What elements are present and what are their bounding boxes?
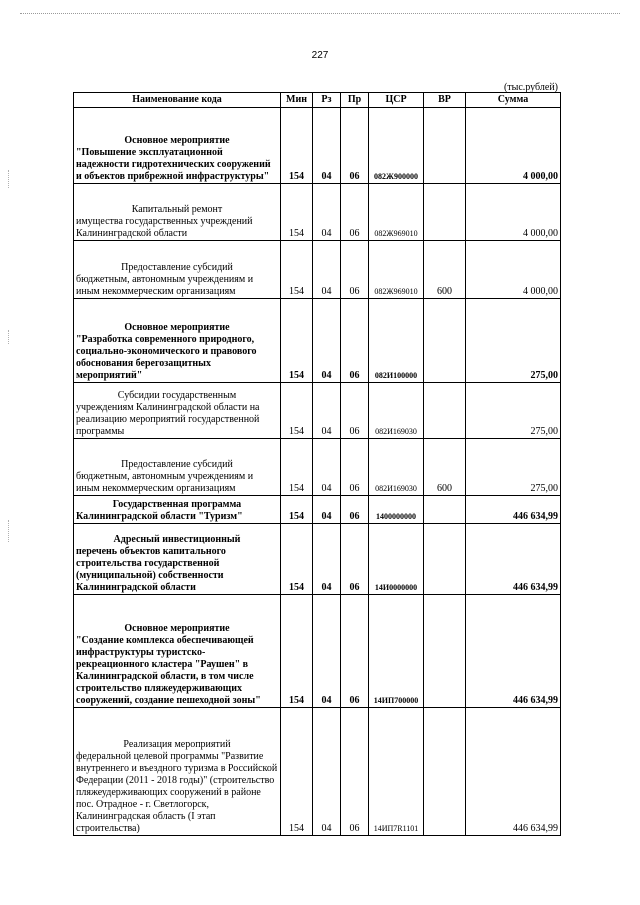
table-row — [74, 496, 561, 524]
row-title: Основное мероприятие — [124, 623, 230, 634]
row-name-cell — [74, 595, 281, 708]
row-min: 154 — [281, 439, 313, 496]
row-pr: 06 — [341, 524, 369, 595]
row-vr — [424, 108, 466, 184]
row-name-cell — [74, 383, 281, 439]
header-min: Мин — [281, 93, 313, 108]
row-sum: 446 634,99 — [466, 708, 561, 836]
top-dotted-rule — [20, 13, 620, 14]
row-name: "Повышение эксплуатационной надежности гидротехнических сооружений и объектов прибрежной инфраструктуры" — [76, 147, 271, 182]
row-csr: 14ИП700000 — [369, 595, 424, 708]
row-csr: 082И169030 — [369, 383, 424, 439]
row-rz: 04 — [313, 595, 341, 708]
row-csr: 082И100000 — [369, 299, 424, 383]
row-name-cell — [74, 439, 281, 496]
left-margin-mark — [8, 520, 9, 542]
left-margin-mark — [8, 170, 9, 188]
row-title: Основное мероприятие — [124, 322, 230, 333]
row-min: 154 — [281, 241, 313, 299]
row-name-cell — [74, 241, 281, 299]
row-min: 154 — [281, 708, 313, 836]
row-title: Капитальный ремонт — [131, 204, 223, 215]
table-row — [74, 184, 561, 241]
row-rz: 04 — [313, 241, 341, 299]
row-pr: 06 — [341, 496, 369, 524]
table-row — [74, 299, 561, 383]
row-vr — [424, 383, 466, 439]
row-name: бюджетным, автономным учреждениям и иным некоммерческим организациям — [76, 274, 254, 297]
header-vr: ВР — [424, 93, 466, 108]
row-vr: 600 — [424, 439, 466, 496]
row-csr: 1400000000 — [369, 496, 424, 524]
row-csr: 14ИП7R1101 — [369, 708, 424, 836]
budget-table — [73, 92, 561, 836]
row-name-cell — [74, 184, 281, 241]
units-label: (тыс.рублей) — [503, 82, 558, 93]
row-title: Адресный инвестиционный — [113, 534, 241, 545]
row-rz: 04 — [313, 299, 341, 383]
row-min: 154 — [281, 108, 313, 184]
page-number: 227 — [311, 50, 329, 61]
row-vr — [424, 595, 466, 708]
table-row — [74, 524, 561, 595]
row-name: учреждениям Калининградской области на реализацию мероприятий государственной программы — [76, 402, 260, 437]
row-sum: 275,00 — [466, 299, 561, 383]
row-sum: 446 634,99 — [466, 496, 561, 524]
row-vr — [424, 496, 466, 524]
header-csr: ЦСР — [369, 93, 424, 108]
row-name: федеральной целевой программы "Развитие внутреннего и въездного туризма в Российской Федерации (2011 - 2018 годы)" (строительство пляжеудерживающих сооружений в районе пос. Отрадное - г. Светлогорск, Калининградская область (I этап строительства) — [76, 751, 278, 834]
row-rz: 04 — [313, 108, 341, 184]
row-sum: 446 634,99 — [466, 595, 561, 708]
row-csr: 082И169030 — [369, 439, 424, 496]
row-rz: 04 — [313, 708, 341, 836]
row-min: 154 — [281, 496, 313, 524]
row-vr — [424, 708, 466, 836]
row-csr: 082Ж969010 — [369, 184, 424, 241]
row-sum: 446 634,99 — [466, 524, 561, 595]
row-name-cell — [74, 708, 281, 836]
row-title: Предоставление субсидий — [121, 262, 233, 273]
row-name: бюджетным, автономным учреждениям и иным некоммерческим организациям — [76, 471, 254, 494]
row-name: перечень объектов капитального строительства государственной (муниципальной) собственности Калининградской области — [76, 546, 226, 593]
table-row — [74, 383, 561, 439]
row-rz: 04 — [313, 184, 341, 241]
row-rz: 04 — [313, 383, 341, 439]
row-vr — [424, 299, 466, 383]
row-rz: 04 — [313, 524, 341, 595]
table-row — [74, 108, 561, 184]
row-pr: 06 — [341, 708, 369, 836]
row-name-cell — [74, 108, 281, 184]
table-row — [74, 708, 561, 836]
header-name: Наименование кода — [74, 93, 281, 108]
left-margin-mark — [8, 330, 9, 344]
row-min: 154 — [281, 184, 313, 241]
row-rz: 04 — [313, 439, 341, 496]
row-sum: 275,00 — [466, 439, 561, 496]
row-name: имущества государственных учреждений Калининградской области — [76, 216, 253, 239]
row-pr: 06 — [341, 108, 369, 184]
row-name: "Разработка современного природного, социально-экономического и правового обоснования берегозащитных мероприятий" — [76, 334, 257, 381]
row-title: Государственная программа — [112, 499, 242, 510]
table-row — [74, 439, 561, 496]
row-sum: 4 000,00 — [466, 184, 561, 241]
row-min: 154 — [281, 595, 313, 708]
row-title: Основное мероприятие — [124, 135, 230, 146]
row-name-cell — [74, 524, 281, 595]
row-sum: 4 000,00 — [466, 108, 561, 184]
row-title: Реализация мероприятий — [123, 739, 231, 750]
row-rz: 04 — [313, 496, 341, 524]
row-vr — [424, 184, 466, 241]
table-row — [74, 595, 561, 708]
row-name-cell — [74, 496, 281, 524]
header-sum: Сумма — [466, 93, 561, 108]
table-row — [74, 241, 561, 299]
row-pr: 06 — [341, 241, 369, 299]
row-vr — [424, 524, 466, 595]
row-min: 154 — [281, 383, 313, 439]
row-pr: 06 — [341, 595, 369, 708]
row-vr: 600 — [424, 241, 466, 299]
row-csr: 082Ж900000 — [369, 108, 424, 184]
row-pr: 06 — [341, 383, 369, 439]
row-csr: 14И0000000 — [369, 524, 424, 595]
row-name: "Создание комплекса обеспечивающей инфраструктуры туристско-рекреационного кластера "Раушен" в Калининградской области, в том числе строительство пляжеудерживающих сооружений, создание пешеходной зоны" — [76, 635, 261, 706]
row-sum: 275,00 — [466, 383, 561, 439]
row-name: Калининградской области "Туризм" — [76, 511, 243, 522]
row-min: 154 — [281, 299, 313, 383]
row-min: 154 — [281, 524, 313, 595]
row-name-cell — [74, 299, 281, 383]
row-title: Предоставление субсидий — [121, 459, 233, 470]
row-pr: 06 — [341, 299, 369, 383]
row-sum: 4 000,00 — [466, 241, 561, 299]
row-title: Субсидии государственным — [117, 390, 237, 401]
table-header-row — [74, 93, 561, 108]
header-pr: Пр — [341, 93, 369, 108]
row-csr: 082Ж969010 — [369, 241, 424, 299]
row-pr: 06 — [341, 439, 369, 496]
header-rz: Рз — [313, 93, 341, 108]
row-pr: 06 — [341, 184, 369, 241]
